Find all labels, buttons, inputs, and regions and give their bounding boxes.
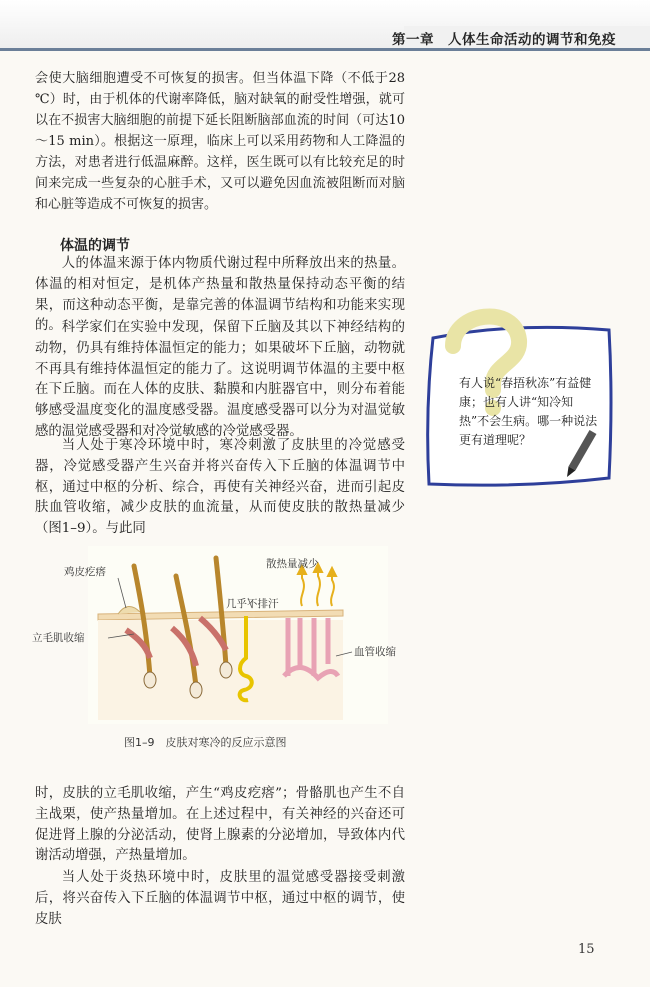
page-number: 15 <box>578 942 595 957</box>
paragraph-hot-environment: 当人处于炎热环境中时，皮肤里的温觉感受器接受刺激后，将兴奋传入下丘脑的体温调节中枢，通过中枢的调节，使皮肤 <box>35 870 405 927</box>
follicle-2 <box>190 682 202 698</box>
follicle-1 <box>144 672 156 688</box>
skin-diagram <box>88 546 388 724</box>
figure-caption: 图1–9 皮肤对寒冷的反应示意图 <box>124 736 287 749</box>
label-heat-reduced: 散热量减少 <box>266 558 319 570</box>
section-heading: 体温的调节 <box>60 238 130 254</box>
paragraph-continuation: 时，皮肤的立毛肌收缩，产生“鸡皮疙瘩”；骨骼肌也产生不自主战栗，使产热量增加。在上述过程中，有关神经的兴奋还可促进肾上腺的分泌活动，使肾上腺素的分泌增加，导致体内代谢活动增强，产热量增加。 <box>35 786 405 864</box>
paragraph-heat-source: 人的体温来源于体内物质代谢过程中所释放出来的热量。体温的相对恒定，是机体产热量和散热量保持动态平衡的结果，而这种动态平衡，是靠完善的体温调节结构和功能来实现的。 <box>35 256 405 334</box>
paragraph-hypothalamus: 科学家们在实验中发现，保留下丘脑及其以下神经结构的动物，仍具有维持体温恒定的能力；如果破坏下丘脑，动物就不再具有维持体温恒定的能力了。这说明调节体温的主要中枢在下丘脑。而在人体的皮肤、黏膜和内脏器官中，则分布着能够感受温度变化的温度感受器。温度感受器可以分为对温觉敏感的温觉感受器和对冷觉敏感的冷觉感受器。 <box>35 320 405 439</box>
label-vessel-constrict: 血管收缩 <box>354 646 396 658</box>
chapter-title: 第一章 人体生命活动的调节和免疫 <box>392 32 616 48</box>
sidebar-question: 有人说“春捂秋冻”有益健康；也有人讲“知冷知热”不会生病。哪一种说法更有道理呢？ <box>459 376 598 447</box>
follicle-3 <box>220 662 232 678</box>
label-arrector-pili: 立毛肌收缩 <box>32 632 85 644</box>
intro-paragraph: 会使大脑细胞遭受不可恢复的损害。但当体温下降（不低于28 ℃）时，由于机体的代谢率降低，脑对缺氧的耐受性增强，就可以在不损害大脑细胞的前提下延长阻断脑部血流的时间（可达10～15 min）。根据这一原理，临床上可以采用药物和人工降温的方法，对患者进行低温麻醉。这样，医生既可以有比较充足的时间来完成一些复杂的心脏手术，又可以避免因血流被阻断而对脑和心脏等造成不可恢复的损害。 <box>35 71 405 212</box>
label-no-sweat: 几乎不排汗 <box>226 598 279 610</box>
figure-skin-cold-response <box>32 546 396 724</box>
paragraph-cold-environment: 当人处于寒冷环境中时，寒冷刺激了皮肤里的冷觉感受器，冷觉感受器产生兴奋并将兴奋传入下丘脑的体温调节中枢，通过中枢的分析、综合，再使有关神经兴奋，进而引起皮肤血管收缩，减少皮肤的血流量，从而使皮肤的散热量减少（图1–9）。与此同 <box>35 438 405 537</box>
think-sidebar <box>423 300 615 490</box>
label-goosebumps: 鸡皮疙瘩 <box>64 566 106 578</box>
